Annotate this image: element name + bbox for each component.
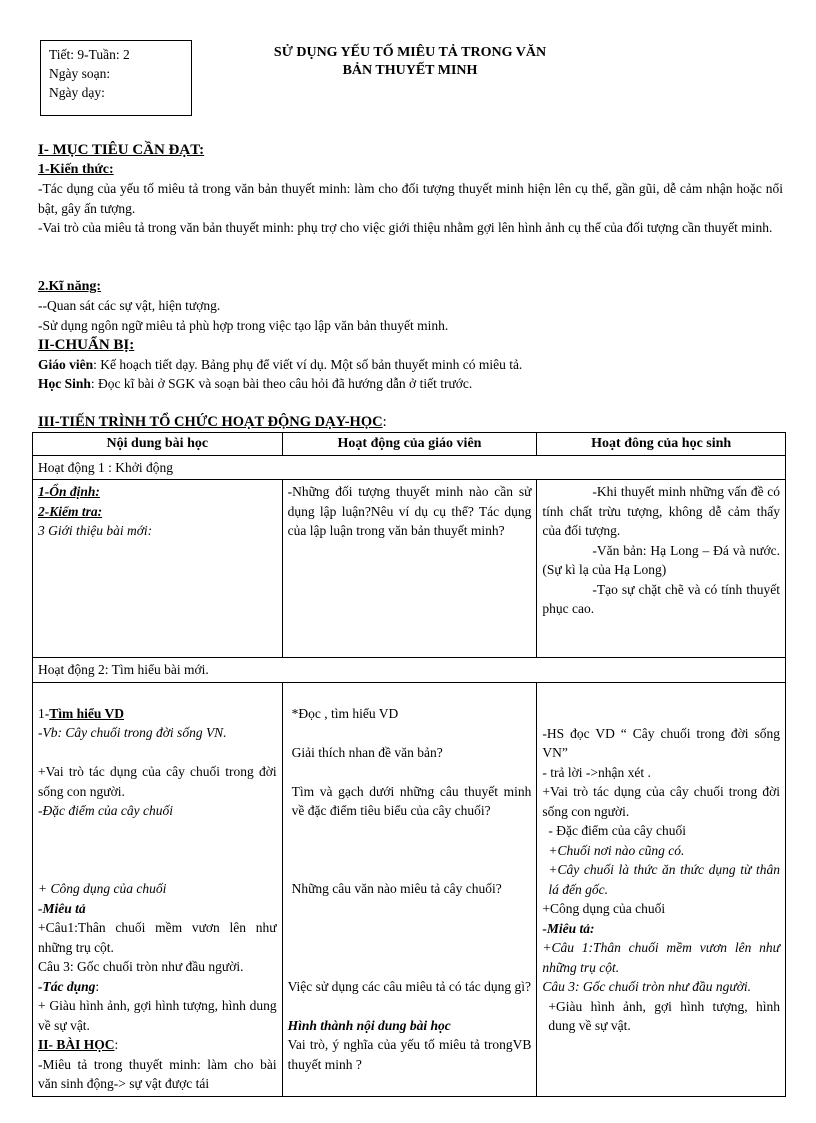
lesson-table	[32, 432, 786, 1097]
spacer	[288, 899, 532, 919]
title-line-2: BẢN THUYẾT MINH	[342, 63, 478, 78]
activity-1-content-row	[33, 480, 786, 658]
check-item: 2-Kiểm tra:	[38, 503, 103, 519]
activity-1-teacher: -Những đối tượng thuyết minh nào cần sử dụng lập luận?Nêu ví dụ cụ thể? Tác dụng của lập luận trong văn bản thuyết minh?	[282, 480, 537, 658]
skills-heading: 2.Kĩ năng:	[38, 279, 102, 294]
find-prefix: 1-	[38, 705, 50, 721]
student-read: -HS đọc VD “ Cây chuối trong đời sống VN”	[542, 725, 780, 760]
student-label: Học Sinh	[38, 376, 91, 391]
process-heading-text: III-TIẾN TRÌNH TỔ CHỨC HOẠT ĐỘNG DẠY-HỌC	[38, 414, 383, 430]
lesson-text: -Miêu tả trong thuyết minh: làm cho bài văn sinh động-> sự vật được tái	[38, 1056, 277, 1091]
activity-2-title: Hoạt động 2: Tìm hiểu bài mới.	[33, 658, 786, 683]
lesson-period: Tiết: 9-Tuần: 2	[49, 47, 130, 62]
student-text: : Đọc kĩ bài ở SGK và soạn bài theo câu hỏi đã hướng dẫn ở tiết trước.	[90, 376, 473, 391]
spacer	[38, 860, 277, 880]
student-answer: - trả lời ->nhận xét .	[542, 764, 651, 780]
activity-2-content-row	[33, 682, 786, 1096]
teacher-preparation	[38, 355, 783, 375]
spacer	[288, 957, 532, 977]
teacher-label: Giáo viên	[38, 357, 94, 372]
page-title	[190, 44, 630, 80]
which-sentences: Những câu văn nào miêu tả cây chuối?	[291, 881, 502, 896]
prepared-date: Ngày soạn:	[49, 66, 111, 81]
student-sentence-1: +Câu 1:Thân chuối mềm vươn lên như những trụ cột.	[542, 940, 780, 975]
process-heading-colon: :	[382, 414, 387, 430]
use-effect-question: Việc sử dụng các câu miêu tả có tác dụng gì?	[287, 978, 532, 994]
explain-title: Giải thích nhan đề văn bản?	[291, 744, 443, 760]
teaching-date: Ngày dạy:	[49, 85, 105, 100]
description-label: -Miêu tả	[38, 900, 86, 916]
usage-text: + Công dụng của chuối	[38, 881, 167, 896]
activity-2-row	[33, 658, 786, 683]
find-example	[38, 704, 277, 724]
student-answer-3: -Tạo sự chặt chẽ và có tính thuyết phục cao.	[542, 581, 780, 616]
activity-1-student	[537, 480, 786, 658]
spacer	[288, 821, 532, 841]
spacer	[288, 938, 532, 958]
student-usage: +Công dụng của chuối	[542, 901, 666, 916]
read-example: *Đọc , tìm hiểu VD	[291, 705, 399, 721]
activity-1-title: Hoạt động 1 : Khởi động	[33, 455, 786, 480]
activity-2-student	[537, 682, 786, 1096]
effect-heading	[38, 977, 277, 997]
spacer	[288, 996, 532, 1016]
role-question: Vai trò, ý nghĩa của yếu tố miêu tả trongVB thuyết minh ?	[287, 1037, 532, 1072]
student-sentence-3: Câu 3: Gốc chuối tròn như đầu người.	[542, 979, 752, 994]
sentence-1: +Câu1:Thân chuối mềm vươn lên như những trụ cột.	[38, 920, 277, 955]
student-effect: +Giàu hình ảnh, gợi hình tượng, hình dung về sự vật.	[548, 998, 780, 1033]
student-description: -Miêu tả:	[542, 920, 595, 936]
stabilize-item: 1-Ổn định:	[38, 484, 100, 499]
spacer	[288, 918, 532, 938]
student-role: +Vai trò tác dụng của cây chuối trong đời sống con người.	[542, 784, 780, 819]
lesson-label: II- BÀI HỌC	[38, 1037, 115, 1052]
objectives-heading: I- MỤC TIÊU CẦN ĐẠT:	[38, 142, 205, 158]
feature-text: -Đặc điểm của cây chuối	[38, 803, 173, 818]
student-anywhere: +Chuối nơi nào cũng có.	[548, 842, 685, 858]
vb-title: -Vb: Cây chuối trong đời sống VN.	[38, 725, 227, 740]
student-answer-2: -Văn bản: Hạ Long – Đá và nước.(Sự kì lạ của Hạ Long)	[542, 542, 780, 577]
effect-colon: :	[95, 978, 100, 994]
activity-1-content	[33, 480, 283, 658]
student-preparation	[38, 374, 783, 394]
teacher-text: : Kế hoạch tiết dạy. Bảng phụ để viết ví dụ. Một số bản thuyết minh có miêu tả.	[93, 357, 523, 372]
col-content-header: Nội dung bài học	[33, 433, 283, 456]
intro-item: 3 Giới thiệu bài mới:	[38, 523, 153, 538]
spacer	[38, 743, 277, 763]
table-header-row	[33, 433, 786, 456]
spacer	[288, 762, 532, 782]
knowledge-heading: 1-Kiến thức:	[38, 162, 114, 177]
col-student-header: Hoạt đông của học sinh	[537, 433, 786, 456]
find-sentences: Tìm và gạch dưới những câu thuyết minh về đặc điểm tiêu biểu của cây chuối?	[291, 783, 532, 818]
activity-1-row	[33, 455, 786, 480]
spacer	[38, 821, 277, 841]
activity-2-teacher	[282, 682, 537, 1096]
student-food: +Cây chuối là thức ăn thức dụng từ thân lá đến gốc.	[548, 862, 780, 897]
skills-paragraph-1: --Quan sát các sự vật, hiện tượng.	[38, 298, 221, 313]
effect-text: + Giàu hình ảnh, gợi hình tượng, hình dung về sự vật.	[38, 998, 277, 1033]
preparation-heading: II-CHUẨN BỊ:	[38, 337, 135, 353]
knowledge-paragraph-2: -Vai trò của miêu tả trong văn bản thuyết minh: phụ trợ cho việc giới thiệu nhằm gợi lên hình ảnh cụ thể của đối tượng cần thuyết minh.	[38, 220, 773, 235]
sentence-3: Câu 3: Gốc chuối tròn như đầu người.	[38, 959, 244, 974]
role-text: +Vai trò tác dụng của cây chuối trong đời sống con người.	[38, 764, 277, 799]
knowledge-paragraph-1: -Tác dụng của yếu tố miêu tả trong văn bản thuyết minh: làm cho đối tượng thuyết minh hiện lên cụ thể, gần gũi, dễ cảm nhận hoặc nổi bật, gây ấn tượng.	[38, 181, 783, 216]
lesson-info-box	[40, 40, 192, 116]
spacer	[288, 860, 532, 880]
activity-2-content	[33, 682, 283, 1096]
find-example-label: Tìm hiểu VD	[49, 705, 125, 721]
skills-paragraph-2: -Sử dụng ngôn ngữ miêu tả phù hợp trong việc tạo lập văn bản thuyết minh.	[38, 318, 449, 333]
col-teacher-header: Hoạt động của giáo viên	[282, 433, 537, 456]
title-line-1: SỬ DỤNG YẾU TỐ MIÊU TẢ TRONG VĂN	[273, 45, 547, 60]
lesson-colon: :	[114, 1037, 119, 1052]
spacer	[288, 723, 532, 743]
form-lesson-label: Hình thành nội dung bài học	[287, 1017, 451, 1033]
process-heading	[38, 413, 387, 432]
lesson-heading	[38, 1035, 277, 1055]
student-answer-1: -Khi thuyết minh những vấn đề có tính chất trừu tượng, không dễ cảm thấy của đối tượng.	[542, 484, 780, 538]
effect-label: -Tác dụng	[38, 978, 96, 994]
student-feature: - Đặc điểm của cây chuối	[548, 823, 686, 838]
spacer	[288, 840, 532, 860]
spacer	[38, 840, 277, 860]
